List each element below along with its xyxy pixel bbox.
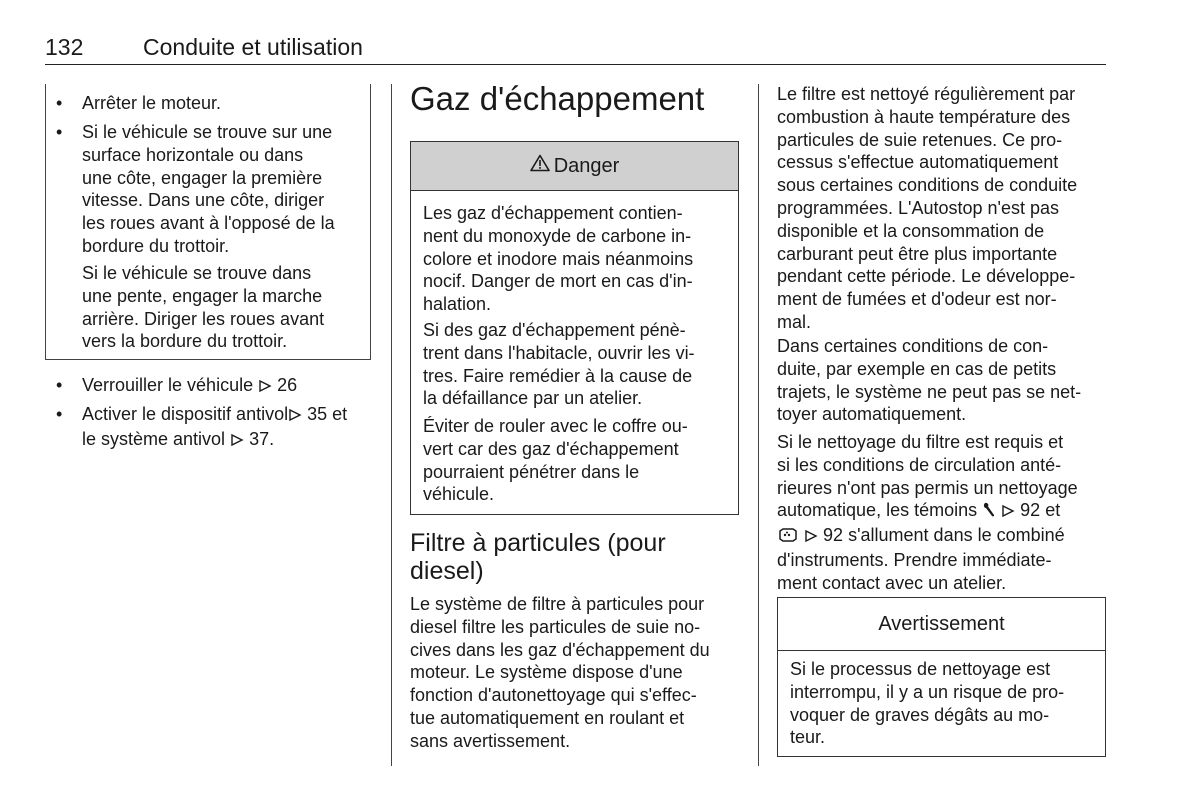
text-line: Si des gaz d'échappement pénè- (423, 320, 686, 340)
text-line: diesel) (410, 557, 484, 585)
paragraph (777, 83, 1117, 334)
section-title: Conduite et utilisation (143, 34, 363, 60)
text-line: cives dans les gaz d'échappement du (410, 639, 710, 660)
text-line (777, 524, 1117, 549)
warning-paragraph (790, 658, 1100, 749)
bullet: • (56, 93, 63, 113)
text: et (332, 404, 348, 424)
text-line: nent du monoxyde de carbone in- (423, 225, 692, 246)
bullet: • (56, 122, 63, 142)
warning-box (777, 597, 1106, 757)
danger-header (411, 142, 738, 191)
text-line: d'instruments. Prendre immédiate- (777, 549, 1052, 570)
list-item (82, 403, 372, 453)
text-line: tres. Faire remédier à la cause de (423, 365, 693, 386)
column-divider (391, 84, 392, 766)
subsection-heading (410, 529, 666, 585)
text-line: surface horizontale ou dans (82, 144, 304, 165)
text-line: bordure du trottoir. (82, 235, 230, 256)
danger-box (410, 141, 739, 515)
text-line: Éviter de rouler avec le coffre ou- (423, 416, 688, 436)
text-line: pourraient pénétrer dans le (423, 461, 640, 482)
page-ref[interactable]: 92 (1020, 500, 1041, 521)
text-line: disponible et la consommation de (777, 220, 1045, 241)
text-line: pendant cette période. Le développe- (777, 266, 1076, 287)
text-line: vitesse. Dans une côte, diriger (82, 190, 325, 211)
text: Verrouiller le véhicule (82, 375, 254, 395)
danger-paragraph (423, 319, 733, 410)
paragraph (777, 431, 1117, 595)
text-line: carburant peut être plus importante (777, 243, 1058, 264)
text-line: combustion à haute température des (777, 106, 1071, 127)
text-line (777, 499, 1117, 524)
bullet: • (56, 375, 63, 395)
text-line: une pente, engager la marche (82, 285, 323, 306)
text-line: teur. (790, 727, 826, 748)
page-number: 132 (45, 34, 84, 60)
column-divider (758, 84, 759, 766)
danger-paragraph (423, 415, 733, 506)
text-line: mal. (777, 311, 812, 332)
text: et (1045, 500, 1061, 521)
triangle-ref-icon (1001, 501, 1015, 524)
text: s'allument dans le combiné (848, 525, 1065, 546)
text-line: une côte, engager la première (82, 167, 323, 188)
text: automatique, les témoins (777, 500, 978, 521)
text-line: duite, par exemple en cas de petits (777, 358, 1057, 379)
paragraph (410, 593, 750, 753)
header-rule (45, 64, 1106, 65)
text-line: Si le véhicule se trouve dans (82, 263, 312, 283)
text-line: sous certaines conditions de conduite (777, 175, 1078, 196)
text-line: les roues avant à l'opposé de la (82, 213, 335, 234)
text-line: rieures n'ont pas permis un nettoyage (777, 477, 1078, 498)
text-line: sans avertissement. (410, 730, 571, 751)
text-line: trajets, le système ne peut pas se net- (777, 381, 1082, 402)
text: le système antivol (82, 428, 226, 449)
list-item: Arrêter le moteur. (82, 93, 222, 113)
text-line (82, 403, 372, 428)
text-line: ment de fumées et d'odeur est nor- (777, 289, 1057, 310)
page-ref[interactable]: 35 (307, 404, 328, 424)
text-line: Si le nettoyage du filtre est requis et (777, 432, 1064, 452)
text-line: colore et inodore mais néanmoins (423, 248, 694, 269)
text-line: diesel filtre les particules de suie no- (410, 616, 701, 637)
text-line: fonction d'autonettoyage qui s'effec- (410, 685, 697, 706)
text-line: vers la bordure du trottoir. (82, 331, 288, 352)
wrench-icon (982, 501, 996, 524)
text-line: programmées. L'Autostop n'est pas (777, 197, 1060, 218)
text-line: véhicule. (423, 484, 495, 505)
warning-triangle-icon (530, 154, 554, 178)
danger-paragraph (423, 202, 733, 316)
page-ref[interactable]: 92 (823, 525, 844, 546)
text-line: vert car des gaz d'échappement (423, 438, 679, 459)
text-line: ment contact avec un atelier. (777, 572, 1007, 593)
text: Activer le dispositif antivol (82, 404, 289, 424)
list-item (82, 374, 297, 399)
text-line: la défaillance par un atelier. (423, 388, 643, 409)
text-line: Dans certaines conditions de con- (777, 336, 1049, 356)
list-item (82, 121, 367, 258)
triangle-ref-icon (230, 430, 244, 453)
bullet: • (56, 404, 63, 424)
text-line (82, 428, 372, 453)
text-line: halation. (423, 294, 492, 315)
particle-filter-icon (777, 526, 799, 549)
text-line: nocif. Danger de mort en cas d'in- (423, 271, 693, 292)
list-item-continuation (82, 262, 367, 353)
text-line: moteur. Le système dispose d'une (410, 662, 683, 683)
section-heading: Gaz d'échappement (410, 80, 705, 117)
text-line: Le système de filtre à particules pour (410, 594, 705, 614)
text-line: toyer automatiquement. (777, 404, 967, 425)
page-ref[interactable]: 26 (277, 375, 298, 395)
text-line: Si le processus de nettoyage est (790, 659, 1051, 679)
warning-header: Avertissement (778, 598, 1105, 651)
text-line: tue automatiquement en roulant et (410, 707, 685, 728)
text-line: Si le véhicule se trouve sur une (82, 122, 333, 142)
triangle-ref-icon (258, 376, 272, 399)
text-line: arrière. Diriger les roues avant (82, 308, 325, 329)
text-line: Filtre à particules (pour (410, 529, 666, 557)
text-line: cessus s'effectue automatiquement (777, 152, 1059, 173)
text-line: Les gaz d'échappement contien- (423, 203, 683, 223)
danger-label: Danger (553, 154, 620, 177)
paragraph (777, 335, 1117, 426)
text-line: trent dans l'habitacle, ouvrir les vi- (423, 342, 695, 363)
text-line: si les conditions de circulation anté- (777, 454, 1062, 475)
text-line: voquer de graves dégâts au mo- (790, 704, 1050, 725)
text-line: Le filtre est nettoyé régulièrement par (777, 84, 1076, 104)
text-line: particules de suie retenues. Ce pro- (777, 129, 1063, 150)
triangle-ref-icon (804, 526, 818, 549)
page-ref[interactable]: 37. (249, 428, 275, 449)
triangle-ref-icon (288, 405, 302, 428)
text-line: interrompu, il y a un risque de pro- (790, 681, 1065, 702)
